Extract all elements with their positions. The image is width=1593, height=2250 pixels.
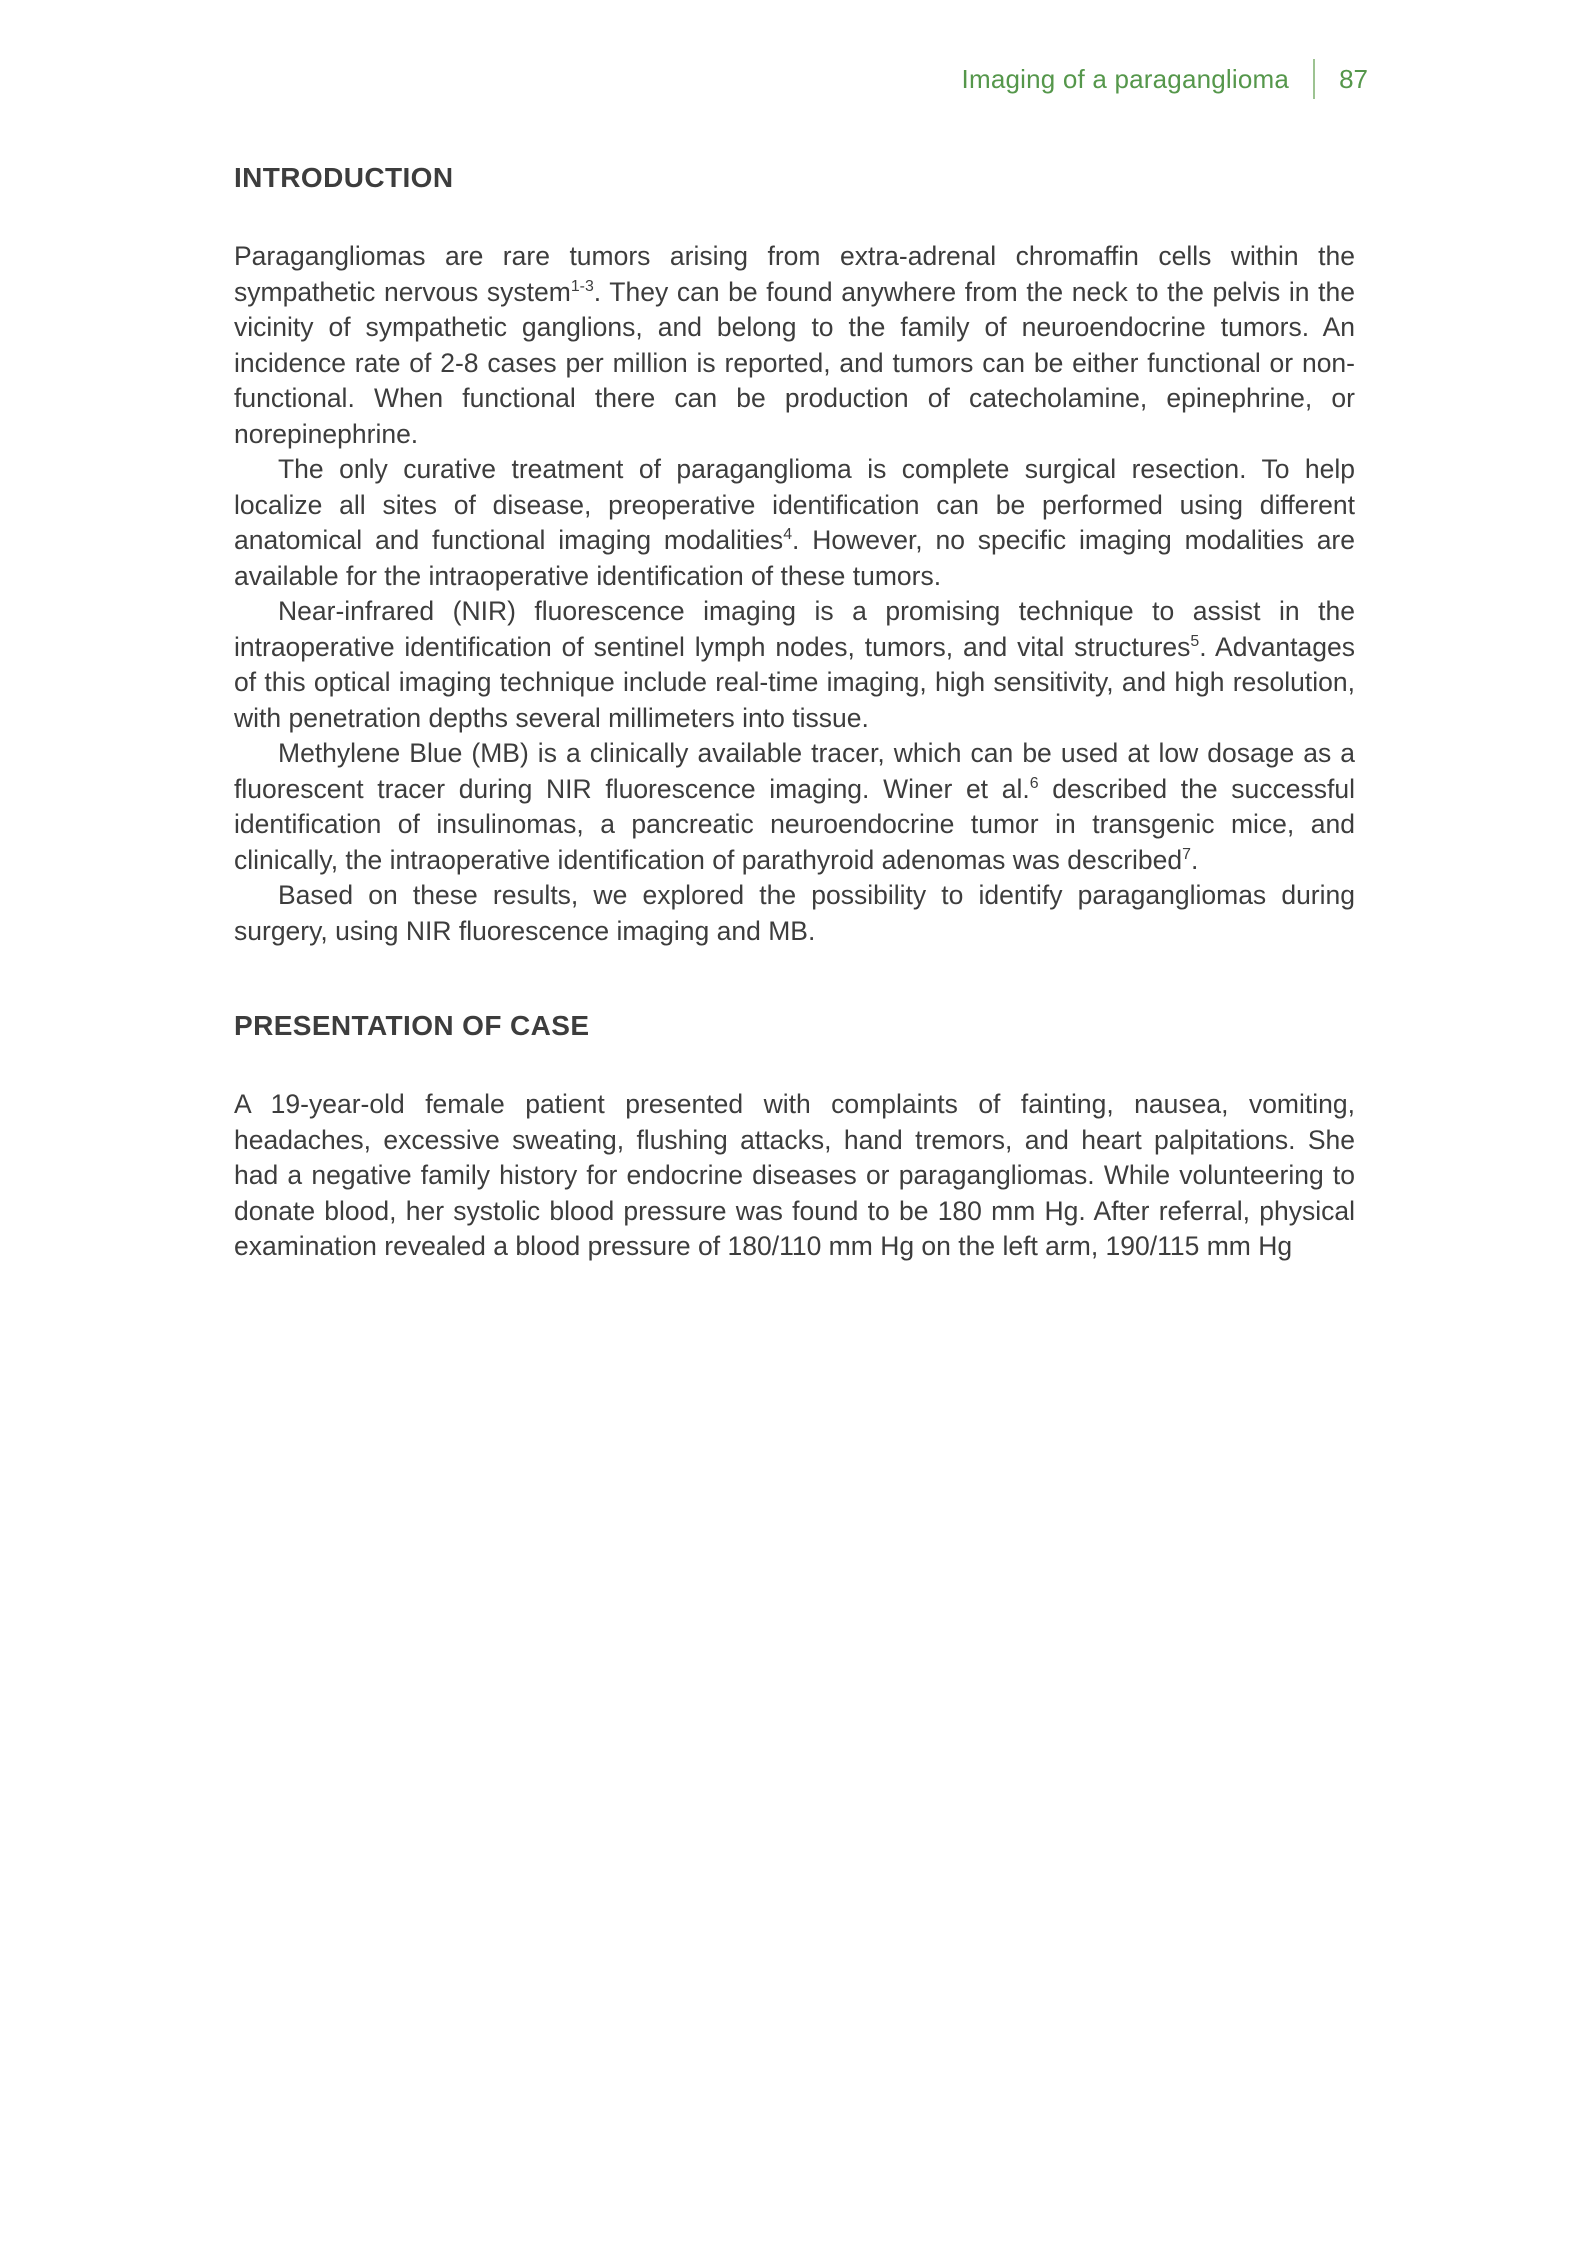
paragraph: The only curative treatment of paraganglioma is complete surgical resection. To help localize all sites of disease, preoperative identification can be performed using different anatomical and functional imaging modalities$^4$. However, no specific imaging modalities are available for the intraoperative identification of these tumors. bbox=[234, 454, 1355, 591]
page-content bbox=[234, 163, 1355, 1265]
section-heading: PRESENTATION OF CASE bbox=[234, 1010, 590, 1041]
header-divider bbox=[1313, 59, 1315, 99]
paragraph: Based on these results, we explored the possibility to identify paragangliomas during surgery, using NIR fluorescence imaging and MB. bbox=[234, 880, 1355, 946]
reference-superscript: 6 bbox=[1029, 774, 1039, 792]
reference-superscript: 7 bbox=[1182, 845, 1191, 863]
reference-superscript: 4 bbox=[783, 526, 793, 544]
paragraph: Methylene Blue (MB) is a clinically available tracer, which can be used at low dosage as a fluorescent tracer during NIR fluorescence imaging. Winer et al.$^6$ described the successful identification of insulinomas, a pancreatic neuroendocrine tumor in transgenic mice, and clinically, the intraoperative identification of parathyroid adenomas was described$^7$. bbox=[234, 738, 1355, 875]
page-number: 87 bbox=[1339, 63, 1368, 94]
paragraph: A 19-year-old female patient presented with complaints of fainting, nausea, vomiting, headaches, excessive sweating, flushing attacks, hand tremors, and heart palpitations. She had a negative family history for endocrine diseases or paragangliomas. While volunteering to donate blood, her systolic blood pressure was found to be 180 mm Hg. After referral, physical examination revealed a blood pressure of 180/110 mm Hg on the left arm, 190/115 mm Hg bbox=[234, 1089, 1355, 1261]
paragraph: Near-infrared (NIR) fluorescence imaging is a promising technique to assist in the intraoperative identification of sentinel lymph nodes, tumors, and vital structures$^5$. Advantages of this optical imaging technique include real-time imaging, high sensitivity, and high resolution, with penetration depths several millimeters into tissue. bbox=[234, 596, 1355, 733]
running-title: Imaging of a paraganglioma bbox=[961, 63, 1290, 94]
page-header bbox=[962, 58, 1368, 100]
reference-superscript: 1-3 bbox=[570, 277, 594, 295]
section-heading: INTRODUCTION bbox=[234, 162, 454, 193]
reference-superscript: 5 bbox=[1190, 632, 1200, 650]
paragraph: Paragangliomas are rare tumors arising from extra-adrenal chromaffin cells within the sympathetic nervous system$^{1-3}$. They can be found anywhere from the neck to the pelvis in the vicinity of sympathetic ganglions, and belong to the family of neuroendocrine tumors. An incidence rate of 2-8 cases per million is reported, and tumors can be either functional or non-functional. When functional there can be production of catecholamine, epinephrine, or norepinephrine. bbox=[234, 241, 1355, 449]
